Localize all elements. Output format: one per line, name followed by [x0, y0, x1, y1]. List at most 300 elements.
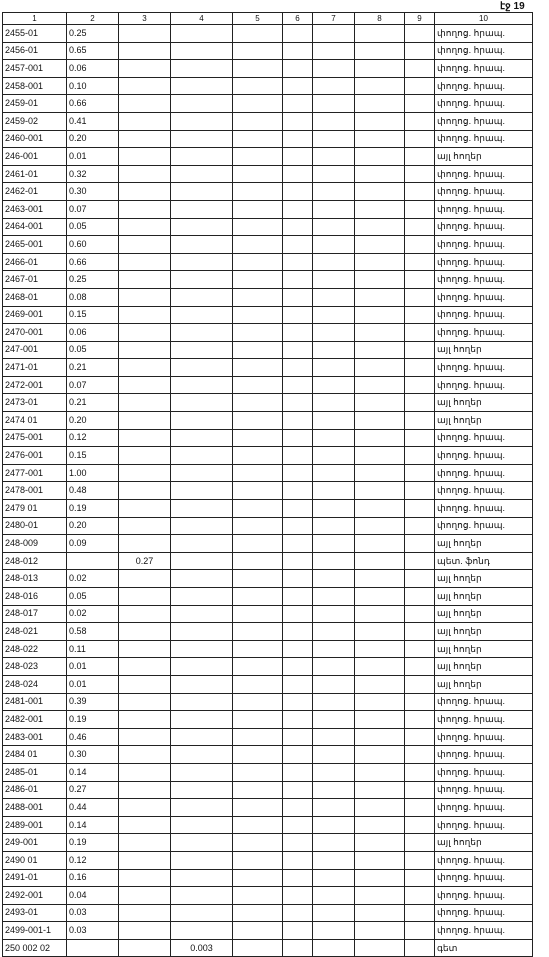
- col7-cell: [313, 429, 355, 447]
- col7-cell: [313, 394, 355, 412]
- col6-cell: [283, 711, 313, 729]
- col8-cell: [355, 412, 405, 430]
- col5-cell: [233, 236, 283, 254]
- col6-cell: [283, 887, 313, 905]
- col3-cell: [119, 799, 171, 817]
- col4-cell: [171, 359, 233, 377]
- col9-cell: [405, 851, 435, 869]
- col3-cell: [119, 25, 171, 43]
- area-cell: 1.00: [67, 464, 119, 482]
- land-use-cell: փողոց. հրապ.: [435, 746, 533, 764]
- col8-cell: [355, 165, 405, 183]
- col4-cell: [171, 746, 233, 764]
- land-use-cell: փողոց. հրապ.: [435, 236, 533, 254]
- col8-cell: [355, 640, 405, 658]
- land-use-cell: փողոց. հրապ.: [435, 25, 533, 43]
- col5-cell: [233, 535, 283, 553]
- col9-cell: [405, 341, 435, 359]
- col9-cell: [405, 236, 435, 254]
- table-row: [3, 746, 533, 764]
- col5-cell: [233, 588, 283, 606]
- parcel-id-cell: 2464-001: [3, 218, 67, 236]
- col5-cell: [233, 763, 283, 781]
- land-use-cell: այլ հողեր: [435, 623, 533, 641]
- col7-cell: [313, 658, 355, 676]
- land-use-cell: փողոց. հրապ.: [435, 165, 533, 183]
- col5-cell: [233, 746, 283, 764]
- parcel-id-cell: 2465-001: [3, 236, 67, 254]
- area-cell: 0.05: [67, 588, 119, 606]
- col6-cell: [283, 148, 313, 166]
- col8-cell: [355, 482, 405, 500]
- col4-cell: [171, 253, 233, 271]
- col6-cell: [283, 605, 313, 623]
- table-row: [3, 939, 533, 957]
- col3-cell: [119, 500, 171, 518]
- col5-cell: [233, 271, 283, 289]
- col3-cell: [119, 675, 171, 693]
- table-row: [3, 447, 533, 465]
- col6-cell: [283, 799, 313, 817]
- col9-cell: [405, 640, 435, 658]
- land-use-cell: փողոց. հրապ.: [435, 904, 533, 922]
- col9-cell: [405, 588, 435, 606]
- col7-cell: [313, 693, 355, 711]
- col3-cell: [119, 236, 171, 254]
- area-cell: 0.08: [67, 288, 119, 306]
- col5-cell: [233, 799, 283, 817]
- col5-cell: [233, 711, 283, 729]
- parcel-id-cell: 2473-01: [3, 394, 67, 412]
- parcel-id-cell: 2493-01: [3, 904, 67, 922]
- col8-cell: [355, 658, 405, 676]
- land-use-cell: այլ հողեր: [435, 570, 533, 588]
- col7-cell: [313, 922, 355, 940]
- land-use-cell: այլ հողեր: [435, 535, 533, 553]
- table-row: [3, 412, 533, 430]
- col6-cell: [283, 658, 313, 676]
- area-cell: 0.25: [67, 271, 119, 289]
- col3-cell: [119, 588, 171, 606]
- land-use-cell: փողոց. հրապ.: [435, 922, 533, 940]
- col9-cell: [405, 376, 435, 394]
- parcel-id-cell: 2459-02: [3, 112, 67, 130]
- col5-cell: [233, 464, 283, 482]
- area-cell: 0.12: [67, 851, 119, 869]
- land-use-cell: փողոց. հրապ.: [435, 218, 533, 236]
- col3-cell: [119, 816, 171, 834]
- col3-cell: [119, 376, 171, 394]
- col3-cell: [119, 183, 171, 201]
- parcel-id-cell: 248-023: [3, 658, 67, 676]
- col4-cell: [171, 288, 233, 306]
- table-row: [3, 429, 533, 447]
- area-cell: 0.15: [67, 306, 119, 324]
- land-use-cell: փողոց. հրապ.: [435, 799, 533, 817]
- area-cell: 0.20: [67, 517, 119, 535]
- table-row: [3, 183, 533, 201]
- col5-cell: [233, 482, 283, 500]
- col6-cell: [283, 183, 313, 201]
- area-cell: 0.05: [67, 218, 119, 236]
- col6-cell: [283, 834, 313, 852]
- table-row: [3, 482, 533, 500]
- col5-cell: [233, 412, 283, 430]
- col7-cell: [313, 588, 355, 606]
- col5-cell: [233, 165, 283, 183]
- col9-cell: [405, 922, 435, 940]
- land-use-cell: այլ հողեր: [435, 148, 533, 166]
- land-use-cell: փողոց. հրապ.: [435, 324, 533, 342]
- area-cell: 0.66: [67, 95, 119, 113]
- table-row: [3, 570, 533, 588]
- col8-cell: [355, 429, 405, 447]
- area-cell: 0.19: [67, 711, 119, 729]
- parcel-id-cell: 2488-001: [3, 799, 67, 817]
- col4-cell: [171, 324, 233, 342]
- col6-cell: [283, 517, 313, 535]
- col7-cell: [313, 728, 355, 746]
- col8-cell: [355, 236, 405, 254]
- col4-cell: [171, 130, 233, 148]
- area-cell: 0.16: [67, 869, 119, 887]
- col3-cell: [119, 394, 171, 412]
- col3-cell: [119, 359, 171, 377]
- col4-cell: [171, 711, 233, 729]
- area-cell: 0.14: [67, 816, 119, 834]
- col9-cell: [405, 763, 435, 781]
- column-header: 5: [233, 13, 283, 25]
- col7-cell: [313, 112, 355, 130]
- col7-cell: [313, 834, 355, 852]
- area-cell: 0.07: [67, 200, 119, 218]
- col6-cell: [283, 306, 313, 324]
- col8-cell: [355, 60, 405, 78]
- column-header: 8: [355, 13, 405, 25]
- col9-cell: [405, 412, 435, 430]
- col6-cell: [283, 324, 313, 342]
- col7-cell: [313, 517, 355, 535]
- land-use-cell: փողոց. հրապ.: [435, 711, 533, 729]
- col4-cell: [171, 412, 233, 430]
- col4-cell: [171, 728, 233, 746]
- area-cell: 0.01: [67, 675, 119, 693]
- col7-cell: [313, 799, 355, 817]
- table-row: [3, 693, 533, 711]
- col6-cell: [283, 781, 313, 799]
- col7-cell: [313, 25, 355, 43]
- col3-cell: [119, 429, 171, 447]
- page-number: էջ 19: [500, 1, 525, 12]
- col7-cell: [313, 253, 355, 271]
- table-row: [3, 517, 533, 535]
- col4-cell: [171, 60, 233, 78]
- col8-cell: [355, 42, 405, 60]
- col6-cell: [283, 130, 313, 148]
- col7-cell: [313, 42, 355, 60]
- parcel-id-cell: 248-013: [3, 570, 67, 588]
- parcel-id-cell: 2457-001: [3, 60, 67, 78]
- land-use-cell: փողոց. հրապ.: [435, 60, 533, 78]
- col8-cell: [355, 200, 405, 218]
- col5-cell: [233, 130, 283, 148]
- col6-cell: [283, 482, 313, 500]
- parcel-id-cell: 2461-01: [3, 165, 67, 183]
- area-cell: 0.60: [67, 236, 119, 254]
- table-row: [3, 763, 533, 781]
- col6-cell: [283, 464, 313, 482]
- col4-cell: [171, 922, 233, 940]
- col7-cell: [313, 781, 355, 799]
- col3-cell: [119, 165, 171, 183]
- col9-cell: [405, 77, 435, 95]
- parcel-id-cell: 2484 01: [3, 746, 67, 764]
- col9-cell: [405, 429, 435, 447]
- table-row: [3, 324, 533, 342]
- land-use-cell: փողոց. հրապ.: [435, 271, 533, 289]
- col4-cell: [171, 588, 233, 606]
- col9-cell: [405, 288, 435, 306]
- column-header: 3: [119, 13, 171, 25]
- col5-cell: [233, 869, 283, 887]
- table-row: [3, 200, 533, 218]
- col3-cell: [119, 482, 171, 500]
- col8-cell: [355, 394, 405, 412]
- col8-cell: [355, 253, 405, 271]
- col6-cell: [283, 359, 313, 377]
- col8-cell: [355, 183, 405, 201]
- col4-cell: [171, 570, 233, 588]
- land-use-cell: փողոց. հրապ.: [435, 183, 533, 201]
- col6-cell: [283, 816, 313, 834]
- col4-cell: [171, 640, 233, 658]
- land-use-cell: փողոց. հրապ.: [435, 376, 533, 394]
- table-row: [3, 799, 533, 817]
- col6-cell: [283, 447, 313, 465]
- col6-cell: [283, 95, 313, 113]
- col5-cell: [233, 834, 283, 852]
- col6-cell: [283, 112, 313, 130]
- col7-cell: [313, 77, 355, 95]
- table-row: [3, 588, 533, 606]
- col5-cell: [233, 658, 283, 676]
- area-cell: 0.19: [67, 834, 119, 852]
- col6-cell: [283, 25, 313, 43]
- table-row: [3, 728, 533, 746]
- col7-cell: [313, 412, 355, 430]
- land-use-cell: փողոց. հրապ.: [435, 42, 533, 60]
- col8-cell: [355, 816, 405, 834]
- column-header: 7: [313, 13, 355, 25]
- col5-cell: [233, 816, 283, 834]
- table-row: [3, 552, 533, 570]
- land-use-cell: փողոց. հրապ.: [435, 253, 533, 271]
- col4-cell: [171, 236, 233, 254]
- area-cell: 0.65: [67, 42, 119, 60]
- land-use-cell: գետ: [435, 939, 533, 957]
- col7-cell: [313, 675, 355, 693]
- col8-cell: [355, 376, 405, 394]
- col3-cell: [119, 271, 171, 289]
- col7-cell: [313, 306, 355, 324]
- col3-cell: [119, 148, 171, 166]
- land-use-cell: փողոց. հրապ.: [435, 500, 533, 518]
- parcel-id-cell: 2485-01: [3, 763, 67, 781]
- land-use-cell: այլ հողեր: [435, 834, 533, 852]
- table-row: [3, 25, 533, 43]
- col5-cell: [233, 887, 283, 905]
- col8-cell: [355, 675, 405, 693]
- col3-cell: [119, 904, 171, 922]
- table-row: [3, 851, 533, 869]
- col8-cell: [355, 746, 405, 764]
- col6-cell: [283, 851, 313, 869]
- land-use-cell: փողոց. հրապ.: [435, 763, 533, 781]
- col4-cell: [171, 183, 233, 201]
- col3-cell: [119, 447, 171, 465]
- col8-cell: [355, 324, 405, 342]
- table-row: [3, 394, 533, 412]
- col7-cell: [313, 711, 355, 729]
- table-row: [3, 675, 533, 693]
- parcel-id-cell: 2455-01: [3, 25, 67, 43]
- col6-cell: [283, 763, 313, 781]
- col4-cell: [171, 482, 233, 500]
- col8-cell: [355, 464, 405, 482]
- col7-cell: [313, 236, 355, 254]
- land-use-cell: այլ հողեր: [435, 341, 533, 359]
- col7-cell: [313, 130, 355, 148]
- column-header: 4: [171, 13, 233, 25]
- parcel-id-cell: 2469-001: [3, 306, 67, 324]
- col6-cell: [283, 288, 313, 306]
- table-row: [3, 165, 533, 183]
- table-row: [3, 253, 533, 271]
- col9-cell: [405, 552, 435, 570]
- col9-cell: [405, 183, 435, 201]
- col5-cell: [233, 640, 283, 658]
- col5-cell: [233, 552, 283, 570]
- parcel-id-cell: 2476-001: [3, 447, 67, 465]
- land-register-table: [2, 12, 533, 957]
- table-row: [3, 464, 533, 482]
- col9-cell: [405, 359, 435, 377]
- col3-cell: [119, 869, 171, 887]
- col5-cell: [233, 939, 283, 957]
- table-row: [3, 376, 533, 394]
- col3-cell: [119, 605, 171, 623]
- table-row: [3, 904, 533, 922]
- col8-cell: [355, 570, 405, 588]
- col6-cell: [283, 218, 313, 236]
- land-use-cell: փողոց. հրապ.: [435, 851, 533, 869]
- col7-cell: [313, 60, 355, 78]
- col9-cell: [405, 904, 435, 922]
- col4-cell: [171, 816, 233, 834]
- col9-cell: [405, 324, 435, 342]
- parcel-id-cell: 2478-001: [3, 482, 67, 500]
- col4-cell: 0.003: [171, 939, 233, 957]
- col6-cell: [283, 675, 313, 693]
- col4-cell: [171, 623, 233, 641]
- col7-cell: [313, 482, 355, 500]
- parcel-id-cell: 2462-01: [3, 183, 67, 201]
- parcel-id-cell: 248-009: [3, 535, 67, 553]
- col9-cell: [405, 869, 435, 887]
- col4-cell: [171, 781, 233, 799]
- area-cell: 0.20: [67, 412, 119, 430]
- area-cell: 0.02: [67, 605, 119, 623]
- land-use-cell: փողոց. հրապ.: [435, 306, 533, 324]
- col3-cell: [119, 851, 171, 869]
- area-cell: 0.39: [67, 693, 119, 711]
- column-header: 9: [405, 13, 435, 25]
- col8-cell: [355, 605, 405, 623]
- parcel-id-cell: 2458-001: [3, 77, 67, 95]
- col6-cell: [283, 236, 313, 254]
- table-row: [3, 112, 533, 130]
- col4-cell: [171, 77, 233, 95]
- col5-cell: [233, 781, 283, 799]
- col3-cell: [119, 324, 171, 342]
- table-header-row: [3, 13, 533, 25]
- col8-cell: [355, 799, 405, 817]
- parcel-id-cell: 2474 01: [3, 412, 67, 430]
- land-use-cell: փողոց. հրապ.: [435, 359, 533, 377]
- land-use-cell: փողոց. հրապ.: [435, 112, 533, 130]
- col9-cell: [405, 816, 435, 834]
- table-row: [3, 640, 533, 658]
- col8-cell: [355, 95, 405, 113]
- col4-cell: [171, 675, 233, 693]
- col8-cell: [355, 781, 405, 799]
- col3-cell: [119, 746, 171, 764]
- parcel-id-cell: 2481-001: [3, 693, 67, 711]
- col9-cell: [405, 500, 435, 518]
- table-row: [3, 781, 533, 799]
- area-cell: [67, 552, 119, 570]
- col5-cell: [233, 25, 283, 43]
- col5-cell: [233, 218, 283, 236]
- col4-cell: [171, 799, 233, 817]
- col8-cell: [355, 623, 405, 641]
- col9-cell: [405, 781, 435, 799]
- parcel-id-cell: 248-012: [3, 552, 67, 570]
- parcel-id-cell: 2479 01: [3, 500, 67, 518]
- col7-cell: [313, 447, 355, 465]
- land-use-cell: փողոց. հրապ.: [435, 130, 533, 148]
- parcel-id-cell: 250 002 02: [3, 939, 67, 957]
- col4-cell: [171, 693, 233, 711]
- land-use-cell: փողոց. հրապ.: [435, 781, 533, 799]
- table-row: [3, 60, 533, 78]
- column-header: 6: [283, 13, 313, 25]
- col7-cell: [313, 939, 355, 957]
- col4-cell: [171, 394, 233, 412]
- col9-cell: [405, 887, 435, 905]
- parcel-id-cell: 248-021: [3, 623, 67, 641]
- col5-cell: [233, 253, 283, 271]
- col3-cell: [119, 535, 171, 553]
- area-cell: 0.04: [67, 887, 119, 905]
- col8-cell: [355, 552, 405, 570]
- col8-cell: [355, 939, 405, 957]
- land-use-cell: փողոց. հրապ.: [435, 200, 533, 218]
- col4-cell: [171, 851, 233, 869]
- land-use-cell: այլ հողեր: [435, 640, 533, 658]
- area-cell: 0.09: [67, 535, 119, 553]
- col7-cell: [313, 148, 355, 166]
